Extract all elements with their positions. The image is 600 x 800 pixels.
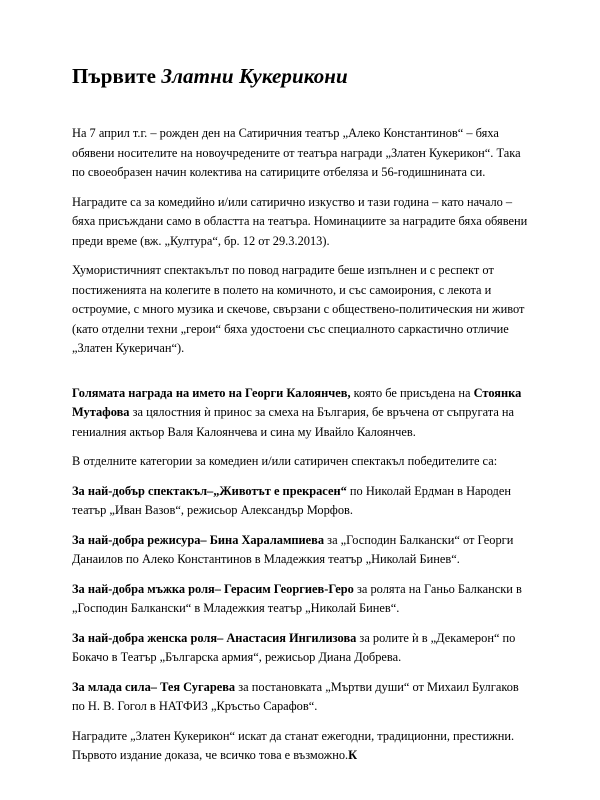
- award-winner: „Животът е прекрасен“: [213, 483, 347, 498]
- award-dash: –: [207, 483, 214, 498]
- award-winner: Анастасия Ингилизова: [226, 630, 357, 645]
- award-dash: –: [217, 630, 227, 645]
- award-category: За най-добра женска роля: [72, 630, 218, 645]
- award-dash: –: [150, 679, 161, 694]
- grand-prize-title: Голямата награда на името на Георги Калоянчев,: [72, 385, 351, 400]
- award-details: за ролята на Ганьо Балкански в „Господин Балкански“ в Младежкия театър „Николай Бинев“.: [72, 581, 522, 615]
- award-paragraph: [72, 531, 532, 570]
- award-dash: –: [200, 532, 210, 547]
- award-category: За най-добър спектакъл: [72, 483, 208, 498]
- award-category: За най-добра мъжка роля: [72, 581, 215, 596]
- closing-paragraph: [72, 727, 532, 766]
- award-details: по Николай Ердман в Народен театър „Иван Вазов“, режисьор Александър Морфов.: [72, 483, 511, 517]
- award-paragraph: [72, 629, 532, 668]
- categories-intro: В отделните категории за комедиен и/или сатиричен спектакъл победителите са:: [72, 454, 498, 468]
- award-details: за ролите ѝ в „Декамерон“ по Бокачо в Театър „Българска армия“, режисьор Диана Добрева.: [72, 630, 516, 664]
- title-plain: Първите: [72, 64, 162, 88]
- author-signature: К: [348, 748, 358, 762]
- award-paragraph: [72, 580, 532, 619]
- award-winner: Герасим Георгиев-Геро: [224, 581, 354, 596]
- grand-prize-text: която бе присъдена на: [350, 385, 474, 400]
- article-body: [72, 124, 532, 776]
- award-category: За най-добра режисура: [72, 532, 201, 547]
- award-paragraph: [72, 482, 532, 521]
- grand-prize-winner: Стоянка Мутафова: [72, 385, 522, 419]
- award-dash: –: [214, 581, 225, 596]
- award-paragraph: [72, 678, 532, 717]
- award-category: За млада сила: [72, 679, 151, 694]
- closing-text: Наградите „Златен Кукерикон“ искат да станат ежегодни, традиционни, престижни. Първото издание доказа, че всичко това е възможно.: [72, 728, 515, 762]
- award-details: за постановката „Мъртви души“ от Михаил Булгаков по Н. В. Гогол в НАТФИЗ „Кръстьо Сарафов“.: [72, 679, 519, 713]
- grand-prize-text: за цялостния ѝ принос за смеха на България, бе връчена от съпругата на гениалния актьор Валя Калоянчева и сина му Ивайло Калоянчев.: [72, 405, 515, 439]
- intro-paragraph: Хумористичният спектакълът по повод наградите беше изпълнен и с респект от постиженията на колегите в полето на комичното, и със самоирония, с лекота и остроумие, с много музика и скечове, свързани с обществено-политическия ни живот (като отделни техни „герои“ бяха удостоени със специалното саркастично отличие „Златен Кукеричан“).: [72, 263, 525, 355]
- page-title: [72, 63, 348, 89]
- intro-paragraph: На 7 април т.г. – рожден ден на Сатиричния театър „Алеко Константинов“ – бяха обявени носителите на новоучредените от театъра награди „Златен Кукерикон“. Така по своеобразен начин колектива на сатириците отбеляза и 56-годишнината си.: [72, 126, 521, 179]
- title-italic: Златни Кукерикони: [161, 64, 348, 88]
- grand-prize-paragraph: [72, 384, 532, 443]
- intro-paragraph: Наградите са за комедийно и/или сатирично изкуство и тази година – като начало – бяха присъждани само в областта на театъра. Номинациите за наградите бяха обявени преди време (вж. „Култура“, бр. 12 от 29.3.2013).: [72, 194, 528, 248]
- award-winner: Тея Сугарева: [160, 679, 236, 694]
- award-winner: Бина Харалампиева: [209, 532, 325, 547]
- award-details: за „Господин Балкански“ от Георги Данаилов по Алеко Константинов в Младежкия театър „Николай Бинев“.: [72, 532, 514, 566]
